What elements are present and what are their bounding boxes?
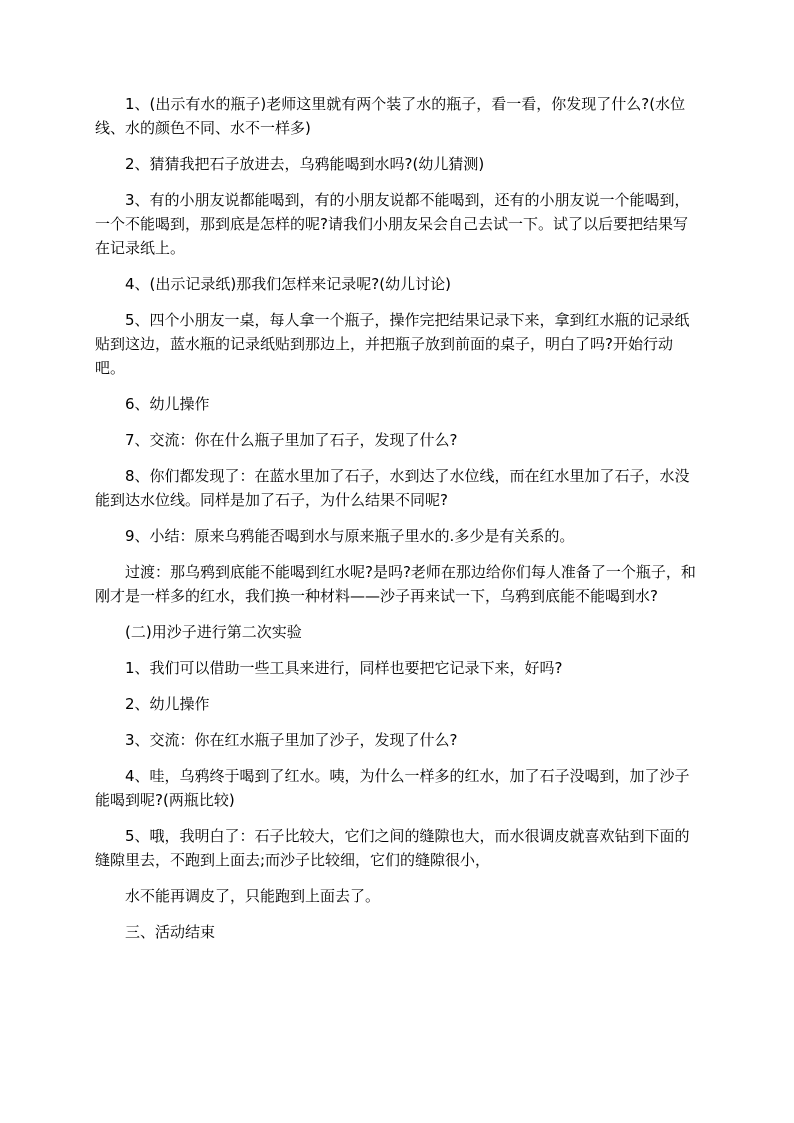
paragraph-step-7: 7、交流：你在什么瓶子里加了石子，发现了什么? bbox=[125, 431, 458, 449]
paragraph-step-5: 5、四个小朋友一桌，每人拿一个瓶子，操作完把结果记录下来，拿到红水瓶的记录纸贴到这边，蓝水瓶的记录纸贴到那边上，并把瓶子放到前面的桌子，明白了吗?开始行动吧。 bbox=[95, 311, 690, 377]
paragraph-step-9-summary: 9、小结：原来乌鸦能否喝到水与原来瓶子里水的.多少是有关系的。 bbox=[125, 527, 575, 545]
paragraph-step-3: 3、有的小朋友说都能喝到，有的小朋友说都不能喝到，还有的小朋友说一个能喝到，一个不能喝到，那到底是怎样的呢?请我们小朋友呆会自己去试一下。试了以后要把结果写在记录纸上。 bbox=[95, 191, 690, 257]
paragraph-sand-step-4: 4、哇，乌鸦终于喝到了红水。咦，为什么一样多的红水，加了石子没喝到，加了沙子能喝到呢?(两瓶比较) bbox=[95, 767, 690, 809]
paragraph-step-8: 8、你们都发现了：在蓝水里加了石子，水到达了水位线，而在红水里加了石子，水没能到达水位线。同样是加了石子，为什么结果不同呢? bbox=[95, 467, 690, 509]
paragraph-sand-step-5-continued: 水不能再调皮了，只能跑到上面去了。 bbox=[125, 887, 381, 905]
paragraph-step-6: 6、幼儿操作 bbox=[125, 395, 210, 413]
paragraph-transition: 过渡：那乌鸦到底能不能喝到红水呢?是吗?老师在那边给你们每人准备了一个瓶子，和刚才是一样多的红水，我们换一种材料——沙子再来试一下，乌鸦到底能不能喝到水? bbox=[95, 563, 696, 605]
paragraph-step-2: 2、猜猜我把石子放进去，乌鸦能喝到水吗?(幼儿猜测) bbox=[125, 155, 485, 173]
paragraph-sand-step-5: 5、哦，我明白了：石子比较大，它们之间的缝隙也大，而水很调皮就喜欢钻到下面的缝隙里去，不跑到上面去;而沙子比较细，它们的缝隙很小， bbox=[95, 827, 690, 869]
paragraph-step-4: 4、(出示记录纸)那我们怎样来记录呢?(幼儿讨论) bbox=[125, 275, 451, 293]
section-heading-second-experiment: (二)用沙子进行第二次实验 bbox=[125, 623, 302, 641]
paragraph-sand-step-1: 1、我们可以借助一些工具来进行，同样也要把它记录下来，好吗? bbox=[125, 659, 563, 677]
document-page bbox=[95, 92, 699, 956]
section-heading-activity-end: 三、活动结束 bbox=[125, 923, 216, 941]
paragraph-sand-step-3: 3、交流：你在红水瓶子里加了沙子，发现了什么? bbox=[125, 731, 458, 749]
paragraph-sand-step-2: 2、幼儿操作 bbox=[125, 695, 210, 713]
paragraph-step-1: 1、(出示有水的瓶子)老师这里就有两个装了水的瓶子，看一看，你发现了什么?(水位线、水的颜色不同、水不一样多) bbox=[95, 95, 686, 137]
